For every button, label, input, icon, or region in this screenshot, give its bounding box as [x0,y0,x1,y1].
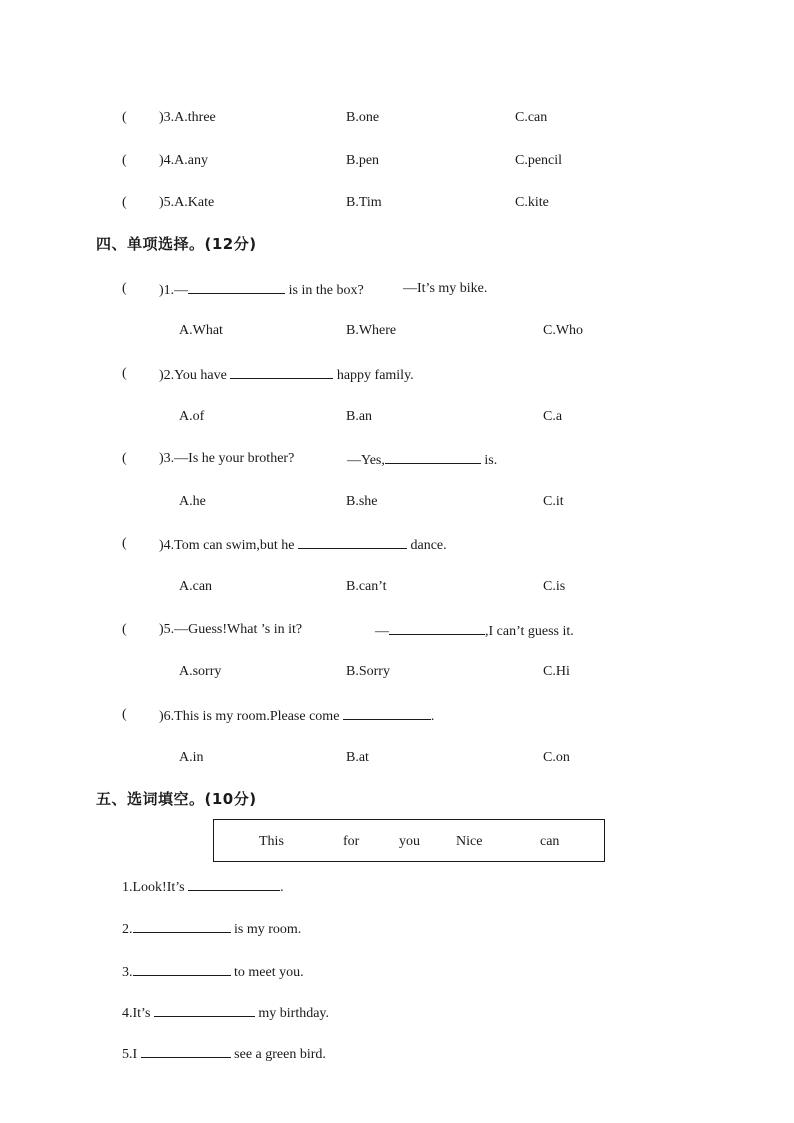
fill-text: 3. [122,965,133,980]
answer-blank[interactable] [230,365,333,379]
word-bank-item: you [399,834,420,849]
option-c: C.can [515,110,548,125]
fill-text: 4.It’s [122,1006,151,1021]
answer-blank[interactable] [298,535,407,549]
question-line [347,450,497,470]
option-c: C.it [543,494,564,509]
option-a: A.can [179,579,213,594]
answer-paren: ( [122,281,127,296]
option-b: B.Tim [346,195,382,210]
fill-item [122,919,301,939]
answer-blank[interactable] [389,621,485,635]
option-c: C.pencil [515,153,563,168]
option-b: B.pen [346,153,380,168]
answer-blank[interactable] [385,450,481,464]
answer-text: — [375,624,389,639]
question-text: )2.You have [159,368,227,383]
option-b: B.can’t [346,579,387,594]
fill-item [122,1003,329,1023]
fill-text: 2. [122,922,133,937]
answer-paren: ( [122,195,127,210]
option-a: A.in [179,750,204,765]
option-a: A.What [179,323,223,338]
answer-blank[interactable] [188,877,280,891]
word-bank-item: Nice [456,834,483,849]
question-text: )1.— [159,283,189,298]
fill-item [122,962,304,982]
option-c: C.is [543,579,566,594]
answer-text: ,I can’t guess it. [485,624,574,639]
option-b: B.one [346,110,380,125]
fill-item [122,877,284,897]
question-text: )3.A.three [159,110,216,125]
fill-text: 1.Look!It’s [122,880,185,895]
answer-blank[interactable] [343,706,431,720]
answer-paren: ( [122,536,127,551]
question-line [375,621,574,641]
question-text: )4.Tom can swim,but he [159,538,295,553]
option-b: B.at [346,750,369,765]
answer-paren: ( [122,707,127,722]
answer-blank[interactable] [154,1003,255,1017]
question-text: )6.This is my room.Please come [159,709,340,724]
answer-paren: ( [122,451,127,466]
question-line [159,280,364,300]
option-b: B.an [346,409,373,424]
word-bank-item: for [343,834,360,849]
option-a: A.sorry [179,664,222,679]
option-a: A.of [179,409,205,424]
option-b: B.she [346,494,378,509]
answer-blank[interactable] [188,280,285,294]
option-b: B.Sorry [346,664,390,679]
question-line [159,365,414,385]
fill-text: . [280,880,284,895]
option-c: C.Hi [543,664,570,679]
answer-blank[interactable] [133,919,231,933]
option-b: B.Where [346,323,397,338]
fill-item [122,1044,326,1064]
fill-text: to meet you. [234,965,304,980]
answer-paren: ( [122,153,127,168]
question-line [159,706,434,726]
answer-blank[interactable] [141,1044,231,1058]
question-text: is in the box? [288,283,364,298]
answer-text: —Yes, [347,453,385,468]
question-text: happy family. [336,368,414,383]
fill-text: is my room. [234,922,302,937]
question-text: dance. [410,538,447,553]
word-bank-item: This [259,834,284,849]
answer-paren: ( [122,366,127,381]
answer-paren: ( [122,622,127,637]
question-line [159,535,447,555]
question-text: is. [484,453,498,468]
question-text: )5.—Guess!What ’s in it? [159,622,303,637]
option-a: A.he [179,494,206,509]
word-bank-item: can [540,834,560,849]
option-c: C.on [543,750,570,765]
answer-paren: ( [122,110,127,125]
fill-text: 5.I [122,1047,138,1062]
answer-blank[interactable] [133,962,231,976]
answer-text: —It’s my bike. [403,281,488,296]
question-text: )4.A.any [159,153,208,168]
section-4-title: 四、单项选择。(12分) [96,235,257,253]
option-c: C.a [543,409,563,424]
question-text: . [430,709,435,724]
option-c: C.Who [543,323,584,338]
option-c: C.kite [515,195,549,210]
word-bank-box [213,819,605,862]
section-5-title: 五、选词填空。(10分) [96,790,257,808]
fill-text: see a green bird. [234,1047,326,1062]
question-text: )3.—Is he your brother? [159,451,295,466]
question-text: )5.A.Kate [159,195,215,210]
fill-text: my birthday. [258,1006,330,1021]
